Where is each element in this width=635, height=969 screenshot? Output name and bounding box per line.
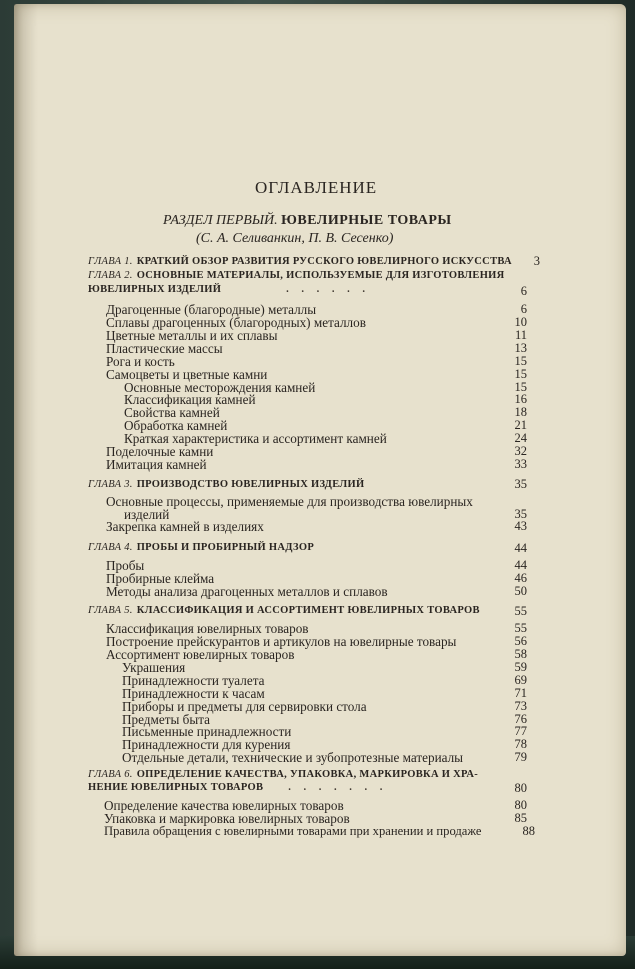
toc-subentry: Письменные принадлежности [122,724,292,739]
toc-subentry: Принадлежности к часам [122,686,265,701]
toc-entry-page: 80 [514,798,527,812]
chapter-title: ОСНОВНЫЕ МАТЕРИАЛЫ, ИСПОЛЬЗУЕМЫЕ ДЛЯ ИЗГОТОВЛЕНИЯ [136,270,505,281]
toc-entry-page: 88 [522,824,535,838]
chapter-1-page: 3 [533,254,540,268]
chapter-2-page: 6 [520,284,527,298]
toc-entry: Упаковка и маркировка ювелирных товаров [104,811,350,826]
toc-entry: Закрепка камней в изделиях [106,519,264,534]
toc-entry-page: 77 [514,724,527,738]
toc-entry: Сплавы драгоценных (благородных) металлов [106,315,366,330]
toc-subentry: Обработка камней [124,418,228,433]
toc-entry-page: 15 [514,380,527,394]
toc-entry: Самоцветы и цветные камни [106,367,268,382]
section-prefix: РАЗДЕЛ ПЕРВЫЙ. [163,213,278,228]
toc-entry-page: 76 [514,712,527,726]
chapter-5-page: 55 [514,604,527,618]
toc-entry: Пробирные клейма [106,571,215,586]
toc-entry: Определение качества ювелирных товаров [104,798,344,813]
toc-entry-page: 10 [514,315,527,329]
toc-subentry: Классификация камней [124,392,256,407]
toc-entry-page: 18 [514,405,527,419]
toc-subentry: Приборы и предметы для сервировки стола [122,699,367,714]
chapter-3-page: 35 [514,477,527,491]
toc-entry: Цветные металлы и их сплавы [106,328,278,343]
toc-entry: Рога и кость [106,354,175,369]
chapter-label: ГЛАВА 6. [88,769,133,780]
toc-subentry: Украшения [122,660,186,675]
chapter-6-row-cont [88,782,387,793]
chapter-title: КРАТКИЙ ОБЗОР РАЗВИТИЯ РУССКОГО ЮВЕЛИРНОГО ИСКУССТВА [136,256,512,267]
section-authors: (С. А. Селиванкин, П. В. Сесенко) [196,231,394,246]
chapter-2-row-cont [88,284,370,295]
toc-entry: Построение прейскурантов и артикулов на ювелирные товары [106,634,457,649]
section-name: ЮВЕЛИРНЫЕ ТОВАРЫ [281,213,452,228]
toc-entry: Основные процессы, применяемые для производства ювелирных [106,494,473,509]
chapter-6-page: 80 [514,781,527,795]
chapter-4-page: 44 [514,541,527,555]
toc-entry-page: 79 [514,750,527,764]
toc-entry-page: 11 [514,328,527,342]
toc-subentry: Основные месторождения камней [124,380,316,395]
toc-entry-page: 69 [514,673,527,687]
toc-entry-page: 16 [514,392,527,406]
toc-entry-page: 32 [514,444,527,458]
toc-entry-page: 71 [514,686,527,700]
toc-entry: Классификация ювелирных товаров [106,621,309,636]
chapter-title: КЛАССИФИКАЦИЯ И АССОРТИМЕНТ ЮВЕЛИРНЫХ ТОВАРОВ [136,605,480,616]
leader-dots: . . . . . . . [288,782,388,793]
chapter-3-row [88,479,364,490]
chapter-label: ГЛАВА 4. [88,542,133,553]
toc-entry-page: 56 [514,634,527,648]
toc-entry-page: 43 [514,519,527,533]
toc-entry-page: 6 [520,302,527,316]
toc-entry-page: 73 [514,699,527,713]
chapter-4-row [88,542,314,553]
toc-entry: Драгоценные (благородные) металлы [106,302,317,317]
chapter-title: ОПРЕДЕЛЕНИЕ КАЧЕСТВА, УПАКОВКА, МАРКИРОВКА И ХРА- [136,769,479,780]
chapter-label: ГЛАВА 5. [88,605,133,616]
toc-entry-page: 59 [514,660,527,674]
toc-entry-page: 33 [514,457,527,471]
toc-entry-page: 55 [514,621,527,635]
toc-subentry: Принадлежности для курения [122,737,291,752]
toc-entry: Пробы [106,558,145,573]
toc-entry: Имитация камней [106,457,207,472]
chapter-1-row [88,256,512,267]
chapter-2-row [88,270,505,281]
toc-entry-page: 21 [514,418,527,432]
toc-entry: Методы анализа драгоценных металлов и сплавов [106,584,388,599]
chapter-5-row [88,605,480,616]
section-title [163,213,452,229]
leader-dots: . . . . . . [286,284,371,295]
toc-entry-page: 78 [514,737,527,751]
chapter-title-cont: ЮВЕЛИРНЫХ ИЗДЕЛИЙ [88,284,222,295]
chapter-title: ПРОИЗВОДСТВО ЮВЕЛИРНЫХ ИЗДЕЛИЙ [136,479,365,490]
chapter-label: ГЛАВА 2. [88,270,133,281]
toc-subentry: Принадлежности туалета [122,673,265,688]
chapter-label: ГЛАВА 1. [88,256,133,267]
toc-entry-page: 44 [514,558,527,572]
toc-subentry: Отдельные детали, технические и зубопротезные материалы [122,750,464,765]
chapter-title-cont: НЕНИЕ ЮВЕЛИРНЫХ ТОВАРОВ [88,782,264,793]
toc-entry: Поделочные камни [106,444,214,459]
toc-entry-page: 58 [514,647,527,661]
toc-entry-page: 85 [514,811,527,825]
toc-entry-page: 46 [514,571,527,585]
page-title: ОГЛАВЛЕНИЕ [255,178,378,197]
toc-entry: Правила обращения с ювелирными товарами при хранении и продаже [104,824,482,838]
page-spine-shadow [14,4,38,956]
toc-subentry: Свойства камней [124,405,220,420]
chapter-title: ПРОБЫ И ПРОБИРНЫЙ НАДЗОР [136,542,315,553]
toc-entry-page: 15 [514,354,527,368]
toc-entry-page: 15 [514,367,527,381]
toc-subentry: Предметы быта [122,712,210,727]
chapter-label: ГЛАВА 3. [88,479,133,490]
toc-entry-cont: изделий [124,507,170,522]
toc-entry: Ассортимент ювелирных товаров [106,647,295,662]
chapter-6-row [88,769,478,780]
toc-subentry: Краткая характеристика и ассортимент камней [124,431,387,446]
toc-entry-page: 50 [514,584,527,598]
toc-entry: Пластические массы [106,341,223,356]
toc-entry-page: 24 [514,431,527,445]
toc-entry-page: 35 [514,507,527,521]
toc-entry-page: 13 [514,341,527,355]
